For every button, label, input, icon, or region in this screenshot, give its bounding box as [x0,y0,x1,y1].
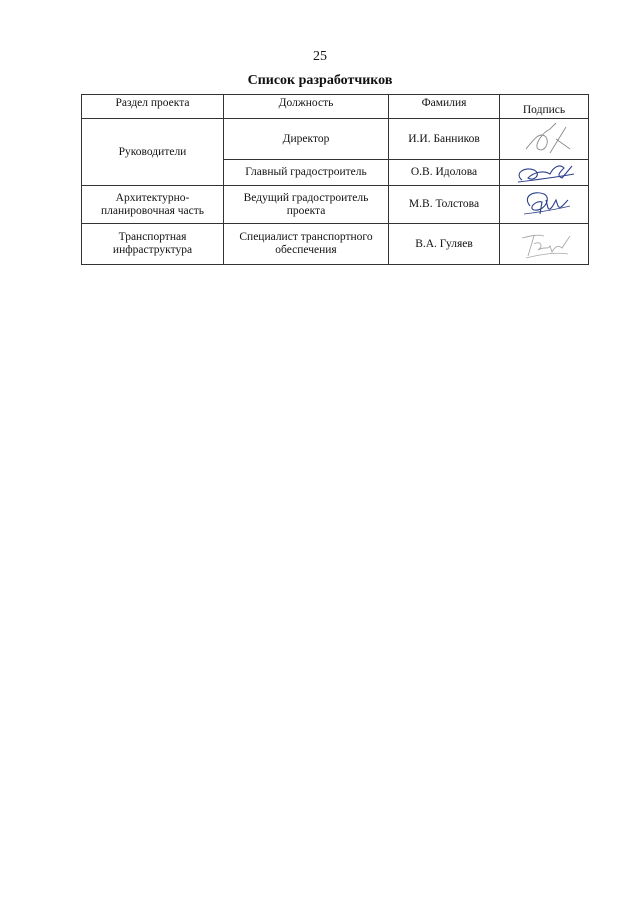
developers-table [81,94,589,265]
signature-gulyaev [504,224,584,264]
header-surname: Фамилия [389,95,500,119]
table-row [82,186,589,224]
surname-cell: В.А. Гуляев [389,224,500,265]
section-cell: Руководители [82,119,224,186]
table-row [82,119,589,160]
position-cell: Специалист транспортного обеспечения [224,224,389,265]
table-row [82,224,589,265]
signature-cell [500,119,589,160]
surname-cell: О.В. Идолова [389,160,500,186]
surname-cell: М.В. Толстова [389,186,500,224]
header-signature: Подпись [500,95,589,119]
signature-tolstova [504,186,584,223]
signature-cell [500,224,589,265]
signature-cell [500,160,589,186]
table-header-row [82,95,589,119]
signature-idolova [504,160,584,185]
position-cell: Ведущий градостроитель проекта [224,186,389,224]
signature-cell [500,186,589,224]
signature-bannikov [504,119,584,159]
page-number: 25 [313,49,327,64]
header-position: Должность [224,95,389,119]
surname-cell: И.И. Банников [389,119,500,160]
section-cell: Архитектурно-планировочная часть [82,186,224,224]
document-title: Список разработчиков [247,73,393,88]
section-cell: Транспортная инфраструктура [82,224,224,265]
position-cell: Главный градостроитель [224,160,389,186]
position-cell: Директор [224,119,389,160]
header-section: Раздел проекта [82,95,224,119]
